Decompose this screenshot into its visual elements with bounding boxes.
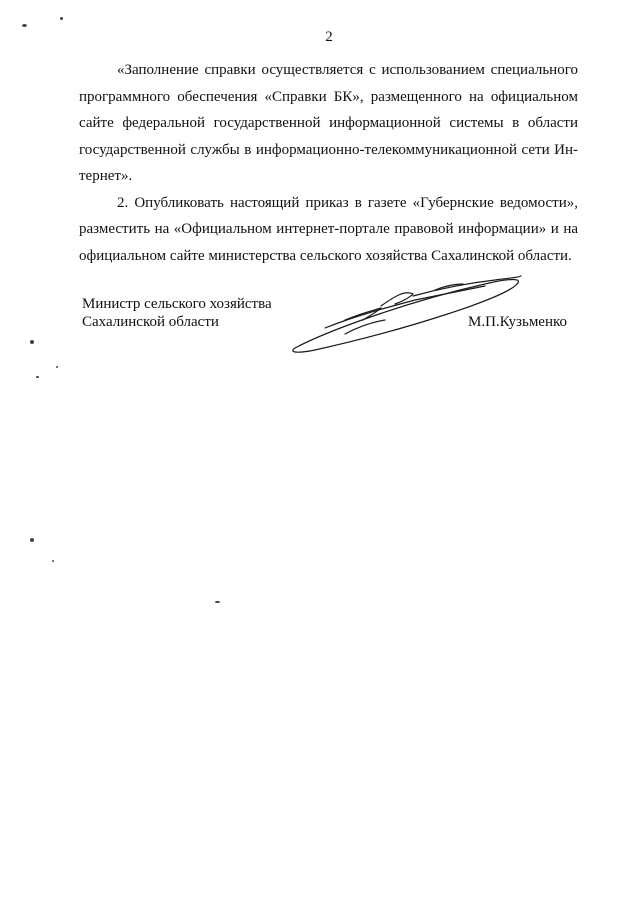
scan-speck — [36, 376, 39, 378]
document-body — [79, 57, 578, 269]
page-number: 2 — [325, 29, 333, 45]
scan-speck — [30, 340, 34, 344]
scan-speck — [60, 17, 63, 20]
paragraph-quote: «Заполнение справки осуществляется с использованием специального программного обеспечения «Справки БК», размещенного на официальном сайте федеральной государственной информационной системы в области государственной службы в информационно-телекоммуникационной сети Интернет». — [79, 62, 578, 184]
signatory-position-line-1: Министр сельского хозяйства — [82, 296, 272, 312]
scan-speck — [22, 24, 27, 27]
paragraph-publication-order: 2. Опубликовать настоящий приказ в газете «Губернские ведомости», разместить на «Официальном интернет-портале правовой информации» и на официальном сайте министерства сельского хозяйства Сахалинской области. — [79, 194, 578, 264]
signatory-position-line-2: Сахалинской области — [82, 314, 219, 330]
scan-speck — [52, 560, 54, 562]
scan-speck — [30, 538, 34, 542]
scan-speck — [215, 601, 220, 603]
scan-speck — [56, 366, 58, 368]
signatory-position — [82, 295, 272, 331]
signatory-name: М.П.Кузьменко — [468, 314, 568, 330]
